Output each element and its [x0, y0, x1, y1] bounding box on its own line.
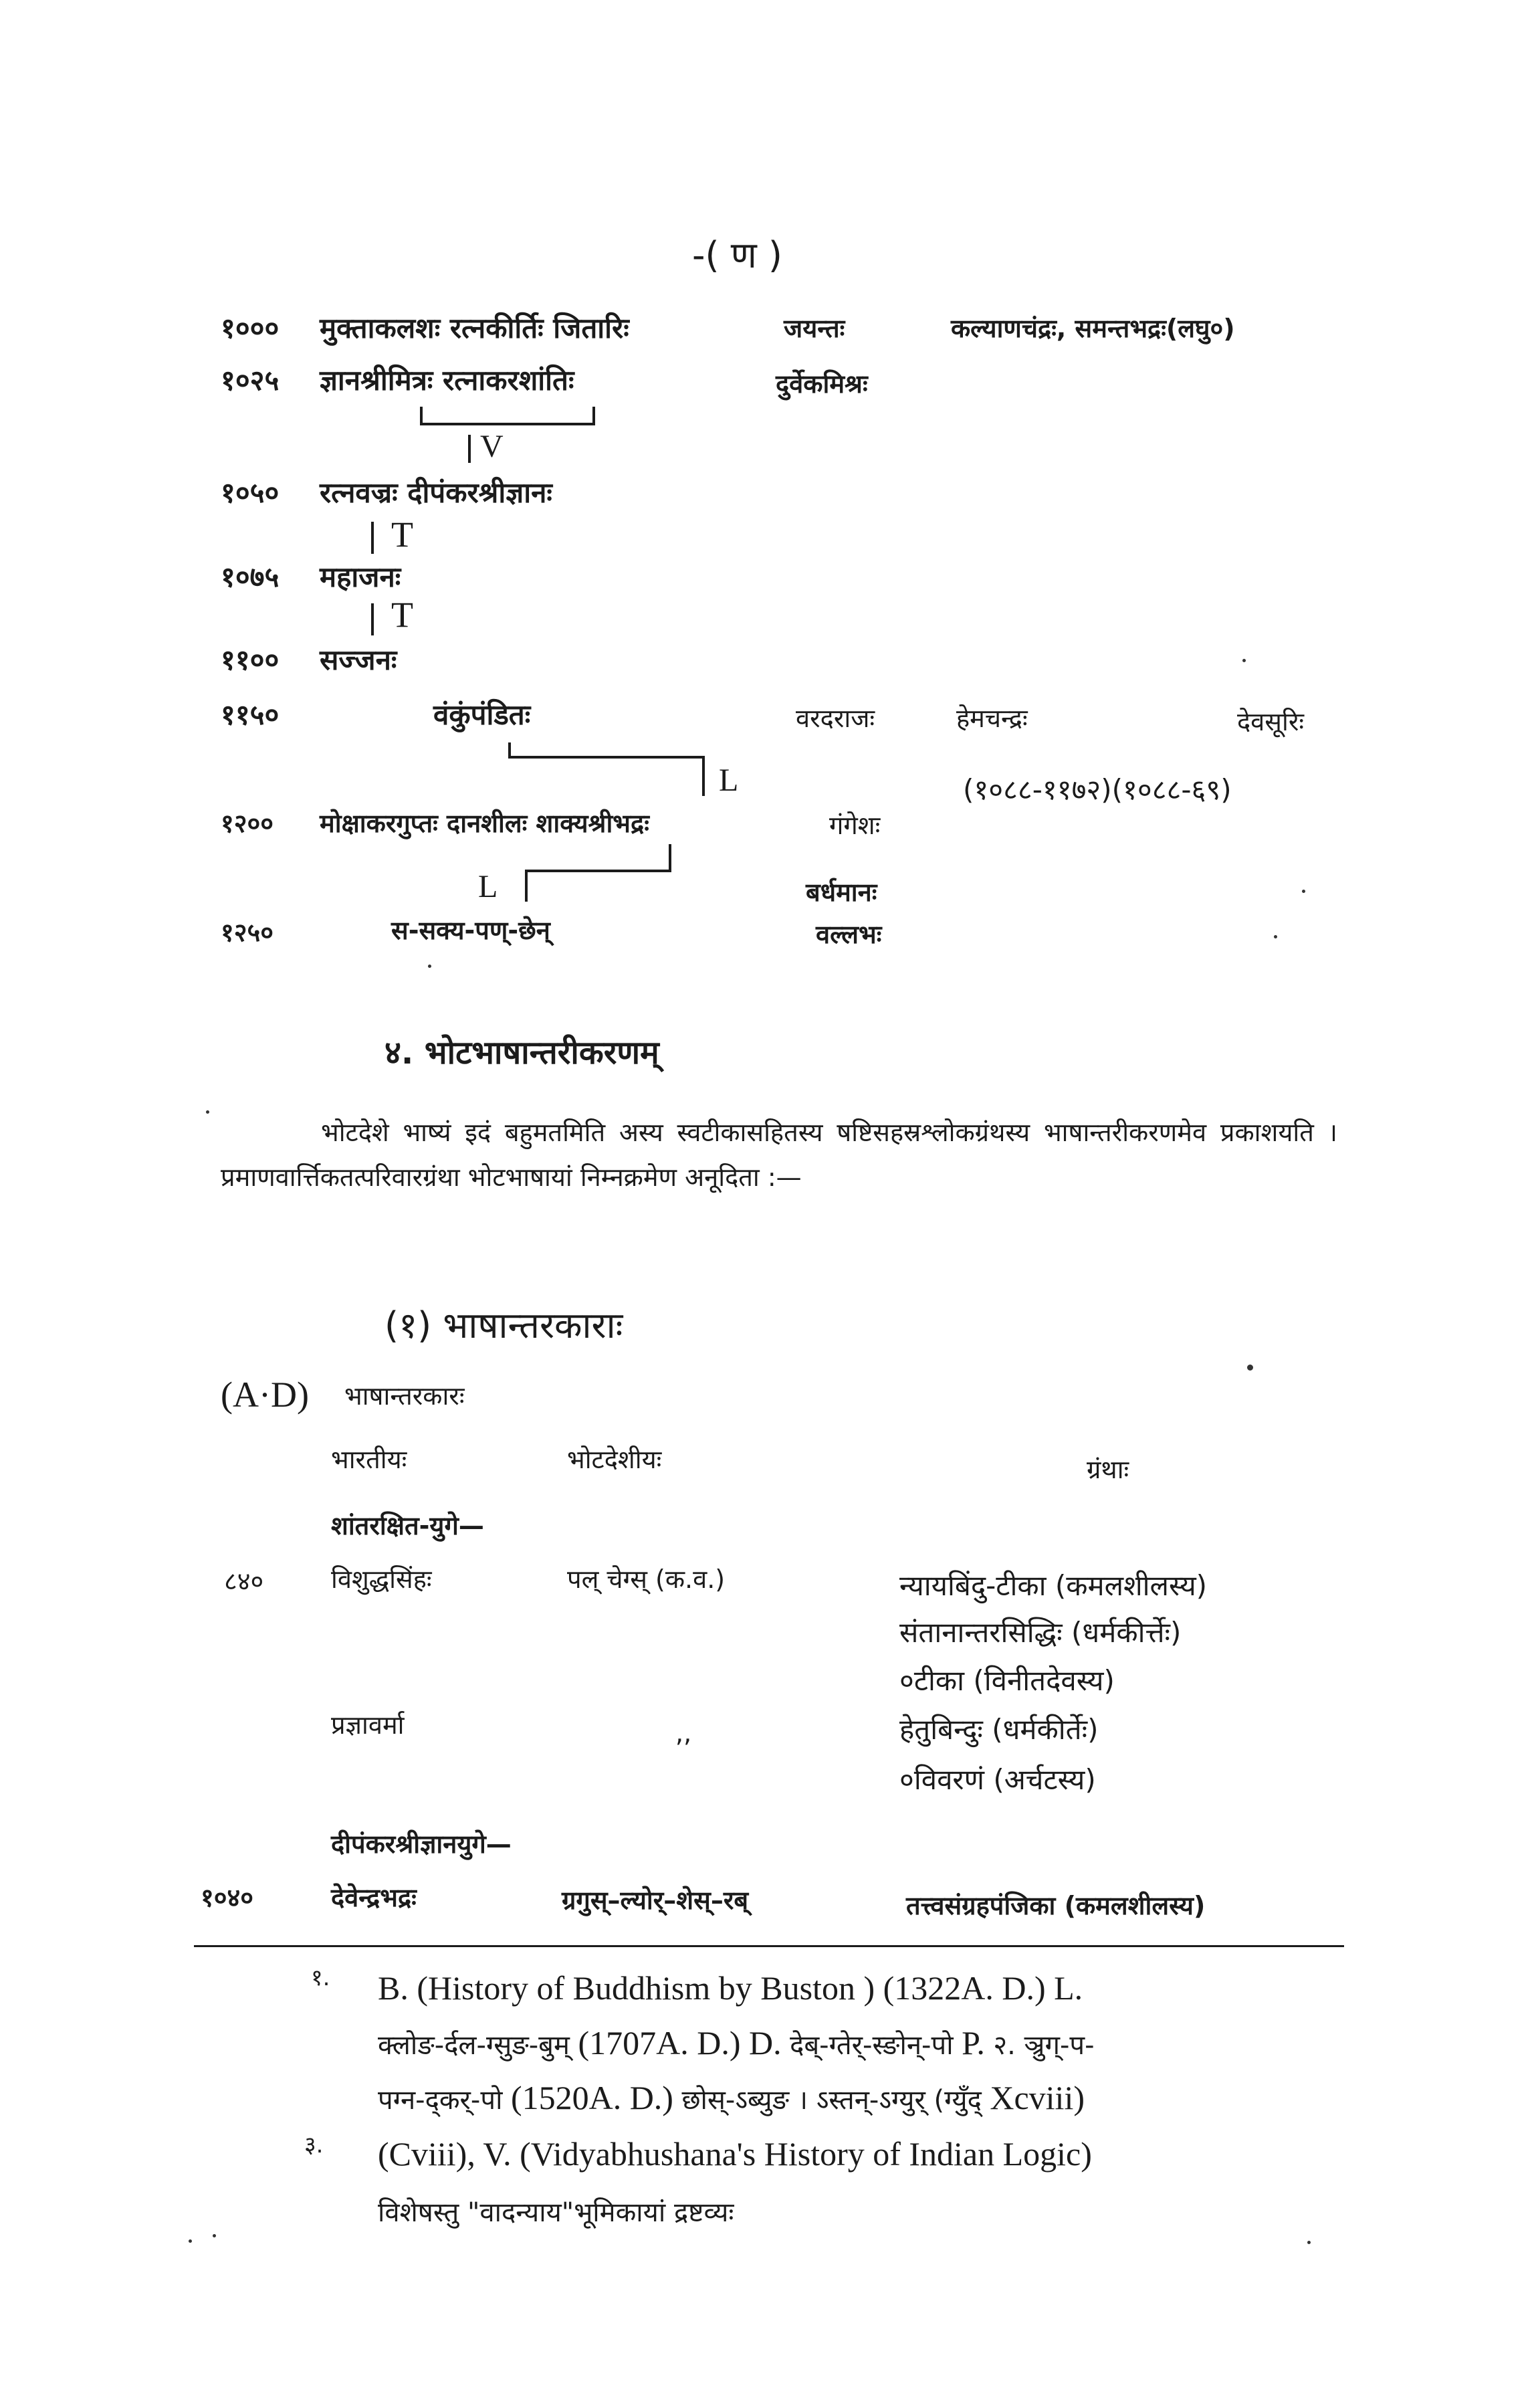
footnote-text: विशेषस्तु "वादन्याय"भूमिकायां द्रष्टव्यः — [378, 2197, 734, 2228]
scan-speck — [1307, 2241, 1311, 2244]
connector-line — [592, 407, 595, 424]
timeline-col3: (१०८८-११७२)(१०८८-६९) — [963, 773, 1232, 806]
scan-speck — [428, 965, 431, 968]
timeline-names: मोक्षाकरगुप्तः दानशीलः शाक्यश्रीभद्रः — [320, 809, 649, 838]
footnote-marker: १. — [311, 1965, 330, 1991]
footnote-line: (Cviii), V. (Vidyabhushana's History of Indian Logic) — [378, 2135, 1092, 2173]
connector-line — [420, 423, 595, 425]
work-title: न्यायबिंदु-टीका (कमलशीलस्य) — [899, 1569, 1208, 1602]
connector-label: V — [480, 429, 504, 464]
timeline-year: ११०० — [221, 643, 280, 676]
timeline-col3: कल्याणचंद्रः, समन्तभद्रः(लघु०) — [951, 314, 1235, 343]
connector-line — [508, 756, 702, 759]
connector-line — [371, 522, 374, 554]
timeline-names: महाजनः — [320, 561, 401, 593]
era-label: (A·D) — [221, 1375, 309, 1415]
timeline-names: सज्जनः — [320, 643, 397, 676]
footnote-line — [378, 2182, 734, 2241]
connector-label: T — [391, 514, 413, 555]
tibetan-title: छोस्-ऽब्युङ । ऽस्तन्-ऽग्युर् (ग्युँद् — [681, 2085, 982, 2116]
era-heading: दीपंकरश्रीज्ञानयुगे— — [331, 1829, 512, 1859]
timeline-year: १०७५ — [221, 561, 280, 593]
timeline-col2: वरदराजः — [796, 704, 875, 733]
scan-speck — [1242, 659, 1246, 662]
timeline-year: १२५० — [221, 918, 274, 947]
work-title: ०टीका (विनीतदेवस्य) — [899, 1664, 1115, 1697]
scan-speck — [213, 2234, 216, 2237]
connector-line — [702, 756, 705, 796]
work-title: ०विवरणं (अर्चटस्य) — [899, 1763, 1096, 1796]
section-paragraph: भोटदेशे भाष्यं इदं बहुमतमिति अस्य स्वटीकासहितस्य षष्टिसहस्रश्लोकग्रंथस्य भाषान्तरीकरणमेव प्रकाशयति । प्रमाणवार्त्तिकतत्परिवारग्रंथा भोटभाषायां निम्नक्रमेण अनूदिता :— — [221, 1118, 1337, 1192]
connector-line — [371, 603, 374, 635]
timeline-col2: बर्धमानः — [806, 878, 877, 907]
table-year: ८४० — [224, 1567, 264, 1596]
timeline-names: स-सक्य-पण्-छेन् — [391, 916, 550, 945]
connector-line — [468, 435, 471, 463]
footnote-text: (1707A. D.) D. — [569, 2024, 790, 2062]
timeline-col2: वल्लभः — [816, 920, 882, 949]
footnote-rule — [194, 1945, 1344, 1947]
tibetan-title: क्लोङ-र्दल-ग्सुङ-बुम् — [378, 2030, 570, 2061]
connector-line — [525, 870, 671, 872]
translator-indian: देवेन्द्रभद्रः — [331, 1883, 417, 1912]
scan-speck — [189, 2239, 192, 2243]
footnote-line — [378, 2015, 1095, 2074]
column-header: भोटदेशीयः — [567, 1445, 662, 1474]
connector-label: T — [391, 595, 413, 635]
era-heading: शांतरक्षित-युगे— — [331, 1511, 484, 1540]
tibetan-title: २. ञ्रुग्-प- — [993, 2030, 1095, 2061]
connector-line — [525, 870, 528, 902]
timeline-year: १०५० — [221, 476, 280, 509]
scan-speck — [1274, 935, 1277, 938]
translator-indian: प्रज्ञावर्मा — [331, 1710, 405, 1740]
scan-speck — [1302, 890, 1305, 893]
timeline-col2: गंगेशः — [829, 811, 881, 840]
timeline-names: ज्ञानश्रीमित्रः रत्नाकरशांतिः — [320, 364, 574, 397]
sub-heading: (१) भाषान्तरकाराः — [384, 1304, 623, 1346]
connector-line — [508, 742, 511, 757]
timeline-year: १००० — [221, 312, 280, 344]
connector-line — [420, 407, 423, 424]
timeline-year: ११५० — [221, 698, 280, 731]
footnote-text: P. — [953, 2024, 994, 2062]
timeline-year: १२०० — [221, 809, 274, 838]
column-header: ग्रंथाः — [1087, 1455, 1129, 1484]
tibetan-title: देब्-ग्तेर्-स्ङोन्-पो — [790, 2030, 954, 2061]
timeline-col2: जयन्तः — [784, 314, 845, 343]
translator-indian: विशुद्धसिंहः — [331, 1565, 432, 1594]
timeline-names: मुक्ताकलशः रत्नकीर्तिः जितारिः — [320, 312, 629, 344]
timeline-col4: देवसूरिः — [1237, 707, 1305, 736]
scan-speck — [206, 1110, 209, 1114]
footnote-line — [378, 2070, 1085, 2128]
footnote-marker: ३. — [304, 2132, 324, 2159]
tibetan-title: पग्न-द्कर्-पो — [378, 2085, 503, 2116]
footnote-text: Xcviii) — [981, 2079, 1085, 2116]
timeline-col3: हेमचन्द्रः — [956, 704, 1028, 733]
translator-tibetan: ग्रगुस्–ल्योर्–शेस्–रब् — [562, 1886, 749, 1915]
work-title: संतानान्तरसिद्धिः (धर्मकीर्त्तेः) — [899, 1616, 1182, 1649]
page-number: -( ण ) — [692, 234, 782, 276]
connector-line — [669, 844, 671, 871]
scan-speck — [1247, 1365, 1253, 1371]
work-title: हेतुबिन्दुः (धर्मकीर्तेः) — [899, 1713, 1099, 1746]
connector-label: L — [478, 869, 498, 904]
translator-tibetan: पल् चेग्स् (क.व.) — [567, 1565, 726, 1594]
timeline-names: रत्नवज्रः दीपंकरश्रीज्ञानः — [320, 476, 552, 509]
column-group-label: भाषान्तरकारः — [344, 1381, 465, 1411]
work-title: तत्त्वसंग्रहपंजिका (कमलशीलस्य) — [906, 1891, 1206, 1920]
timeline-year: १०२५ — [221, 364, 280, 397]
column-header: भारतीयः — [331, 1445, 407, 1474]
table-year: १०४० — [201, 1883, 254, 1912]
connector-label: L — [719, 763, 739, 798]
footnote-line: B. (History of Buddhism by Buston ) (1322A. D.) L. — [378, 1969, 1083, 2007]
translator-tibetan: ,, — [675, 1718, 692, 1748]
timeline-names: वंकुंपंडितः — [433, 698, 531, 731]
footnote-text: (1520A. D.) — [502, 2079, 682, 2116]
section-heading: ४. भोटभाषान्तरीकरणम् — [384, 1034, 659, 1072]
timeline-col2: दुर्वेकमिश्रः — [776, 369, 868, 399]
